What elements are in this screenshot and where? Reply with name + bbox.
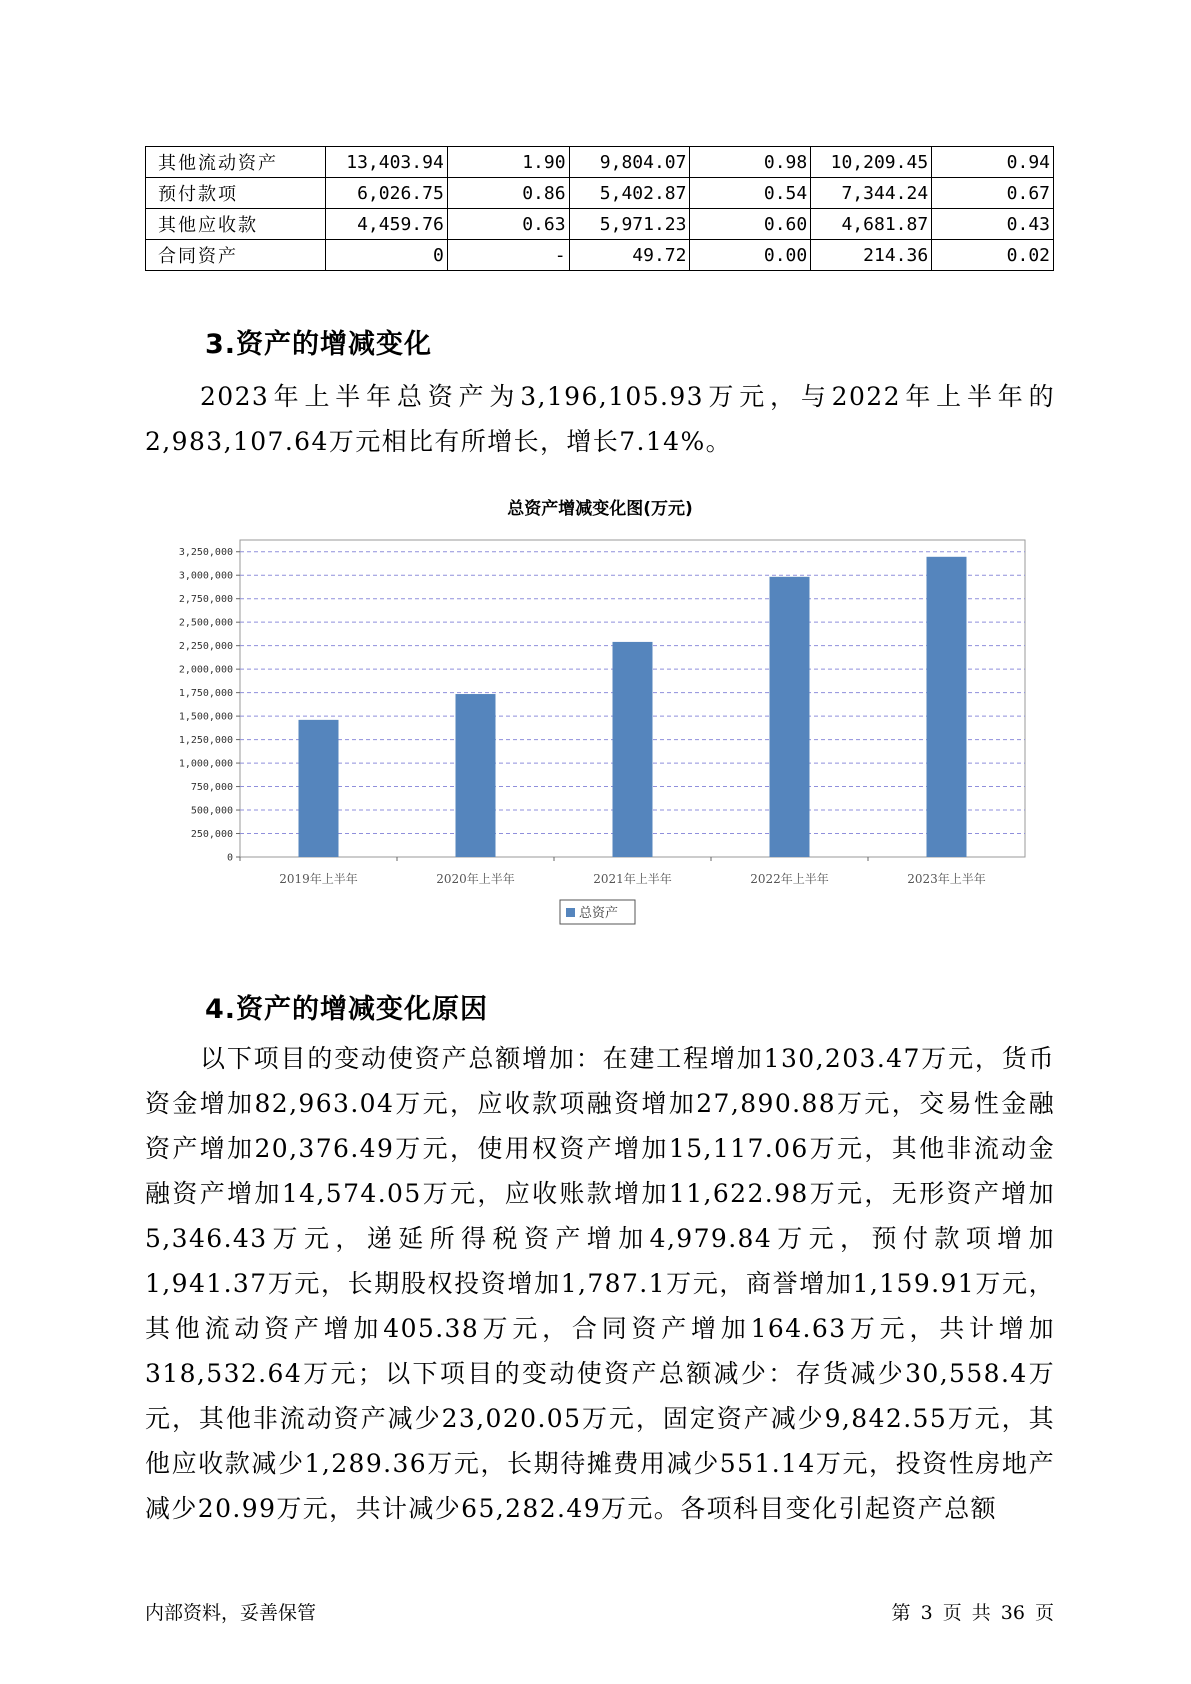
footer-confidential: 内部资料，妥善保管 [145, 1602, 317, 1624]
y-tick-label: 250,000 [190, 829, 233, 841]
y-tick-label: 2,500,000 [178, 617, 233, 629]
asset-table [145, 146, 1054, 271]
table-cell: 0.02 [932, 240, 1054, 271]
footer-page-number: 第 3 页 共 36 页 [891, 1602, 1054, 1624]
y-tick-label: 2,000,000 [178, 664, 233, 676]
y-tick-label: 3,250,000 [178, 547, 233, 559]
table-cell: 9,804.07 [569, 147, 690, 178]
table-cell: 0.98 [690, 147, 811, 178]
y-tick-label: 500,000 [190, 805, 233, 817]
table-cell: 10,209.45 [811, 147, 932, 178]
y-tick-label: 1,250,000 [178, 735, 233, 747]
table-cell: 49.72 [569, 240, 690, 271]
y-tick-label: 3,000,000 [178, 570, 233, 582]
section3-heading: 3.资产的增减变化 [205, 329, 433, 360]
section4-paragraph: 以下项目的变动使资产总额增加：在建工程增加130,203.47万元，货币资金增加82,963.04万元，应收款项融资增加27,890.88万元，交易性金融资产增加20,376.49万元，使用权资产增加15,117.06万元，其他非流动金融资产增加14,574.05万元，应收账款增加11,622.98万元，无形资产增加5,346.43万元，递延所得税资产增加4,979.84万元，预付款项增加1,941.37万元，长期股权投资增加1,787.1万元，商誉增加1,159.91万元，其他流动资产增加405.38万元，合同资产增加164.63万元，共计增加318,532.64万元；以下项目的变动使资产总额减少：存货减少30,558.4万元，其他非流动资产减少23,020.05万元，固定资产减少9,842.55万元，其他应收款减少1,289.36万元，长期待摊费用减少551.14万元，投资性房地产减少20.99万元，共计减少65,282.49万元。各项科目变化引起资产总额 [145, 1044, 1055, 1523]
table-row [146, 147, 1054, 178]
section4-heading: 4.资产的增减变化原因 [205, 994, 489, 1025]
bar [770, 577, 810, 857]
table-cell: 0.54 [690, 178, 811, 209]
row-label: 预付款项 [146, 178, 326, 209]
x-tick-label: 2023年上半年 [907, 872, 986, 886]
table-cell: 0.43 [932, 209, 1054, 240]
table-cell: 13,403.94 [325, 147, 447, 178]
table-cell: 1.90 [447, 147, 569, 178]
table-cell: 0.63 [447, 209, 569, 240]
table-cell: 0.67 [932, 178, 1054, 209]
table-cell: 5,402.87 [569, 178, 690, 209]
table-cell: - [447, 240, 569, 271]
x-tick-label: 2022年上半年 [750, 872, 829, 886]
bar [456, 694, 496, 857]
table-cell: 0.60 [690, 209, 811, 240]
row-label: 其他流动资产 [146, 147, 326, 178]
table-cell: 7,344.24 [811, 178, 932, 209]
table-cell: 214.36 [811, 240, 932, 271]
chart-title: 总资产增减变化图(万元) [507, 499, 693, 519]
table-cell: 5,971.23 [569, 209, 690, 240]
total-assets-chart [145, 520, 1055, 940]
table-cell: 4,681.87 [811, 209, 932, 240]
y-tick-label: 2,250,000 [178, 641, 233, 653]
table-row [146, 209, 1054, 240]
y-tick-label: 2,750,000 [178, 594, 233, 606]
table-row [146, 240, 1054, 271]
y-tick-label: 1,000,000 [178, 758, 233, 770]
bar [613, 642, 653, 857]
y-tick-label: 1,500,000 [178, 711, 233, 723]
table-cell: 0.94 [932, 147, 1054, 178]
x-tick-label: 2019年上半年 [279, 872, 358, 886]
bar [299, 720, 339, 857]
table-cell: 4,459.76 [325, 209, 447, 240]
table-cell: 0.00 [690, 240, 811, 271]
legend-label: 总资产 [579, 906, 619, 921]
row-label: 其他应收款 [146, 209, 326, 240]
row-label: 合同资产 [146, 240, 326, 271]
table-cell: 0.86 [447, 178, 569, 209]
x-tick-label: 2021年上半年 [593, 872, 672, 886]
section3-paragraph: 2023年上半年总资产为3,196,105.93万元，与2022年上半年的2,983,107.64万元相比有所增长，增长7.14%。 [145, 382, 1055, 456]
x-tick-label: 2020年上半年 [436, 872, 515, 886]
table-cell: 0 [325, 240, 447, 271]
table-row [146, 178, 1054, 209]
table-cell: 6,026.75 [325, 178, 447, 209]
legend-swatch [566, 908, 575, 917]
y-tick-label: 1,750,000 [178, 688, 233, 700]
bar [927, 557, 967, 857]
y-tick-label: 750,000 [190, 782, 233, 794]
y-tick-label: 0 [226, 852, 233, 864]
